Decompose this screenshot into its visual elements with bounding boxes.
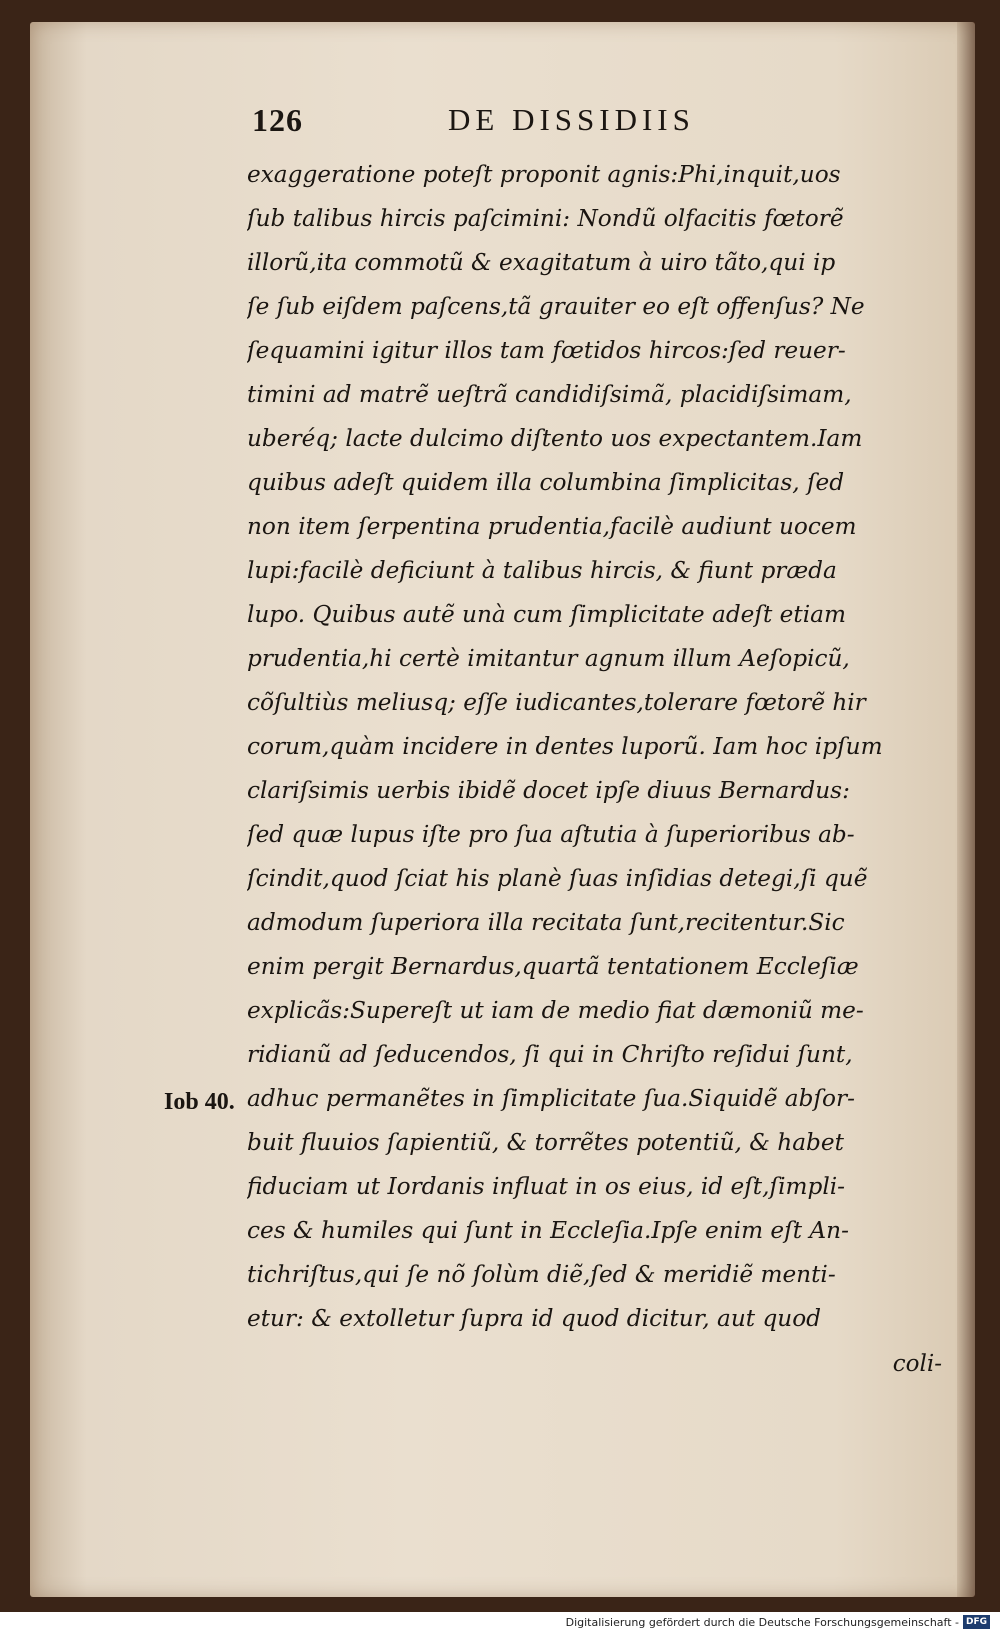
page-number: 126 — [252, 102, 303, 138]
book-page — [30, 22, 975, 1597]
text-line: buit fluuios ſapientiũ, & torrẽtes potentiũ, & habet — [247, 1129, 844, 1156]
text-line: lupo. Quibus autẽ unà cum ſimplicitate adeſt etiam — [247, 601, 846, 628]
body-text — [247, 153, 942, 1341]
text-line: fiduciam ut Iordanis influat in os eius, id eſt,ſimpli- — [247, 1173, 845, 1200]
catchword: coli- — [892, 1351, 942, 1377]
text-line: etur: & extolletur ſupra id quod dicitur, aut quod — [247, 1305, 822, 1332]
text-line: non item ſerpentina prudentia,facilè audiunt uocem — [247, 513, 857, 540]
text-line: enim pergit Bernardus,quartã tentationem Eccleſiæ — [247, 953, 859, 980]
text-line: ridianũ ad ſeducendos, ſi qui in Chriſto reſidui ſunt, — [247, 1041, 853, 1068]
credit-text: Digitalisierung gefördert durch die Deutsche Forschungsgemeinschaft - — [565, 1615, 959, 1629]
text-line: ſequamini igitur illos tam fœtidos hircos:ſed reuer- — [247, 337, 846, 364]
text-line: prudentia,hi certè imitantur agnum illum Aeſopicũ, — [247, 645, 850, 672]
text-line: ces & humiles qui ſunt in Eccleſia.Ipſe enim eſt An- — [247, 1217, 849, 1244]
text-line: illorũ,ita commotũ & exagitatum à uiro tãto,qui ip — [247, 249, 836, 276]
page-header — [252, 102, 782, 152]
marginal-note: Iob 40. — [164, 1089, 235, 1115]
digitization-credit — [566, 1614, 990, 1630]
text-line: corum,quàm incidere in dentes luporũ. Iam hoc ipſum — [247, 733, 883, 760]
running-head: DE DISSIDIIS — [448, 102, 695, 137]
text-line: ſcindit,quod ſciat his planè ſuas inſidias detegi,ſi quẽ — [247, 865, 868, 892]
text-line: uberéq; lacte dulcimo diſtento uos expectantem.Iam — [247, 425, 863, 452]
page-edge-shadow — [957, 22, 975, 1597]
text-line: timini ad matrẽ ueſtrã candidiſsimã, placidiſsimam, — [247, 381, 852, 408]
text-line: adhuc permanẽtes in ſimplicitate ſua.Siquidẽ abſor- — [247, 1085, 855, 1112]
text-line: lupi:facilè deficiunt à talibus hircis, & fiunt præda — [247, 557, 837, 584]
text-line: cõſultiùs meliusq; eſſe iudicantes,tolerare fœtorẽ hir — [247, 689, 866, 716]
text-line: tichriſtus,qui ſe nõ ſolùm diẽ,ſed & meridiẽ menti- — [247, 1261, 836, 1288]
text-line: clariſsimis uerbis ibidẽ docet ipſe diuus Bernardus: — [247, 777, 850, 804]
text-line: ſed quæ lupus iſte pro ſua aſtutia à ſuperioribus ab- — [247, 821, 855, 848]
text-line: admodum ſuperiora illa recitata ſunt,recitentur.Sic — [247, 909, 845, 936]
text-line: ſe ſub eiſdem paſcens,tã grauiter eo eſt offenſus? Ne — [247, 293, 865, 320]
dfg-logo: DFG — [963, 1615, 990, 1629]
text-line: quibus adeſt quidem illa columbina ſimplicitas, ſed — [247, 469, 845, 496]
text-line: exaggeratione poteſt proponit agnis:Phi,inquit,uos — [247, 161, 841, 188]
text-line: ſub talibus hircis paſcimini: Nondũ olfacitis fœtorẽ — [247, 205, 844, 232]
text-line: explicãs:Supereſt ut iam de medio fiat dæmoniũ me- — [247, 997, 864, 1024]
